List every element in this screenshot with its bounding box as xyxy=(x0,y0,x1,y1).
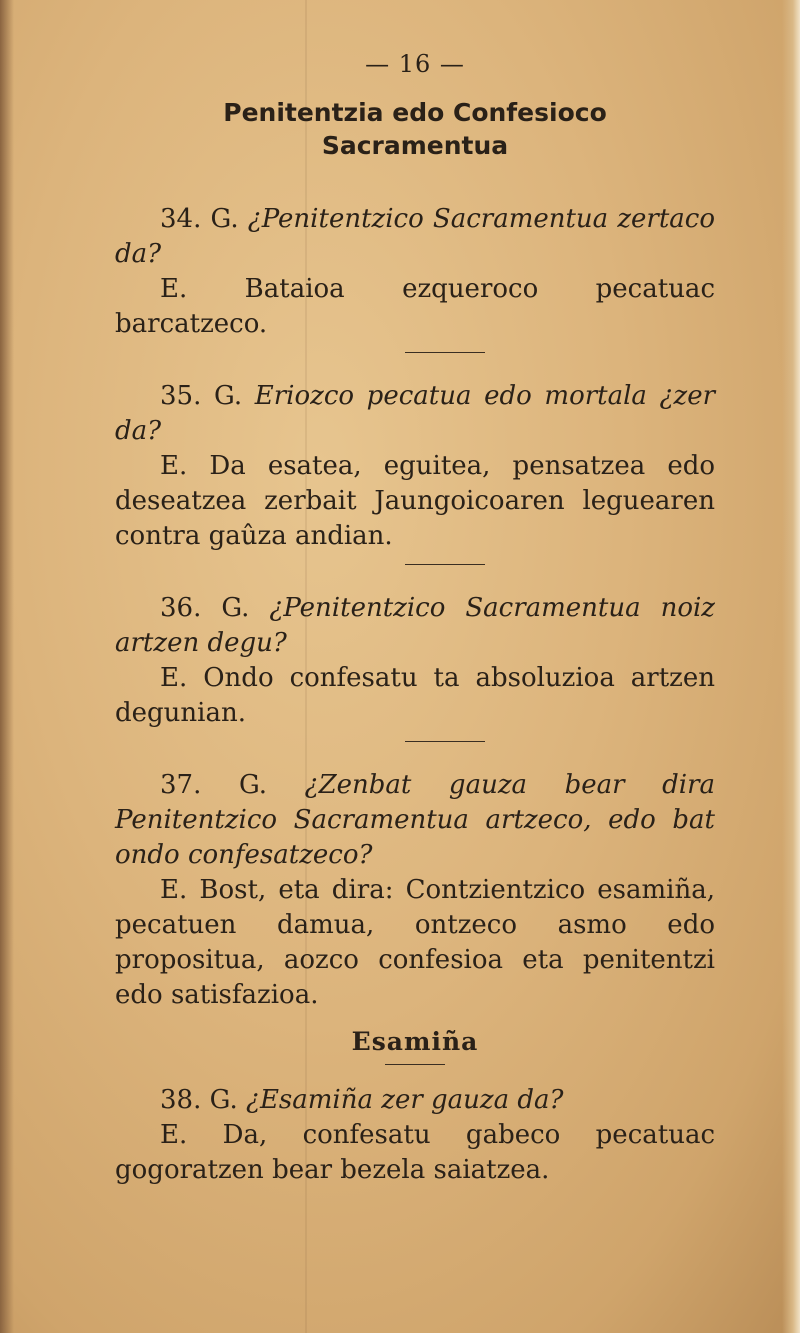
question xyxy=(115,591,715,661)
page-number: — 16 — xyxy=(365,50,465,78)
answer-label: E. xyxy=(160,451,188,481)
separator-rule xyxy=(405,352,485,353)
section-rule xyxy=(385,1064,445,1065)
question xyxy=(115,202,715,272)
question xyxy=(115,379,715,449)
answer xyxy=(115,661,715,731)
answer xyxy=(115,449,715,554)
item-number: 38. xyxy=(160,1085,202,1115)
page-content xyxy=(115,50,715,1188)
question-text: Eriozco pecatua edo mortala ¿zer da? xyxy=(115,381,716,446)
question-label: G. xyxy=(221,593,250,623)
chapter-heading-line-1: Penitentzia edo Confesioco xyxy=(223,98,607,127)
answer-label: E. xyxy=(160,663,188,693)
question-text: ¿Penitentzico Sacramentua zertaco da? xyxy=(115,204,716,269)
section-title: Esamiña xyxy=(351,1027,479,1056)
answer-text: Da, confesatu gabeco pecatuac gogoratzen bear bezela saiatzea. xyxy=(115,1120,716,1185)
separator-rule xyxy=(405,564,485,565)
question xyxy=(115,768,715,873)
catechism-item-35 xyxy=(115,379,715,565)
answer-text: Bataioa ezqueroco pecatuac barcatzeco. xyxy=(115,274,715,339)
catechism-item-36 xyxy=(115,591,715,742)
answer-label: E. xyxy=(160,1120,188,1150)
answer xyxy=(115,1118,715,1188)
answer-text: Ondo confesatu ta absoluzioa artzen degunian. xyxy=(115,663,716,728)
answer xyxy=(115,272,715,342)
answer xyxy=(115,873,715,1013)
item-number: 36. xyxy=(160,593,202,623)
page-left-shadow xyxy=(0,0,14,1333)
catechism-item-37 xyxy=(115,768,715,1013)
item-number: 37. xyxy=(160,770,202,800)
item-number: 34. xyxy=(160,204,202,234)
question-label: G. xyxy=(209,1085,238,1115)
question-label: G. xyxy=(238,770,268,800)
catechism-item-34 xyxy=(115,202,715,353)
question-text: ¿Esamiña zer gauza da? xyxy=(246,1085,564,1115)
chapter-heading-line-2: Sacramentua xyxy=(321,131,509,160)
question-label: G. xyxy=(214,381,243,411)
answer-text: Bost, eta dira: Contzientzico esamiña, pecatuen damua, ontzeco asmo edo propositua, aozco confesioa eta penitentzi edo satisfazioa. xyxy=(115,875,715,1010)
page-right-edge xyxy=(782,0,800,1333)
answer-label: E. xyxy=(160,875,188,905)
catechism-item-38 xyxy=(115,1083,715,1188)
question-text: ¿Zenbat gauza bear dira Penitentzico Sacramentua artzeco, edo bat ondo confesatzeco? xyxy=(115,770,716,870)
answer-text: Da esatea, eguitea, pensatzea edo deseatzea zerbait Jaungoicoaren leguearen contra gaûza andian. xyxy=(115,451,715,551)
question-label: G. xyxy=(210,204,239,234)
separator-rule xyxy=(405,741,485,742)
question xyxy=(115,1083,715,1118)
question-text: ¿Penitentzico Sacramentua noiz artzen degu? xyxy=(115,593,715,658)
item-number: 35. xyxy=(160,381,202,411)
answer-label: E. xyxy=(160,274,188,304)
